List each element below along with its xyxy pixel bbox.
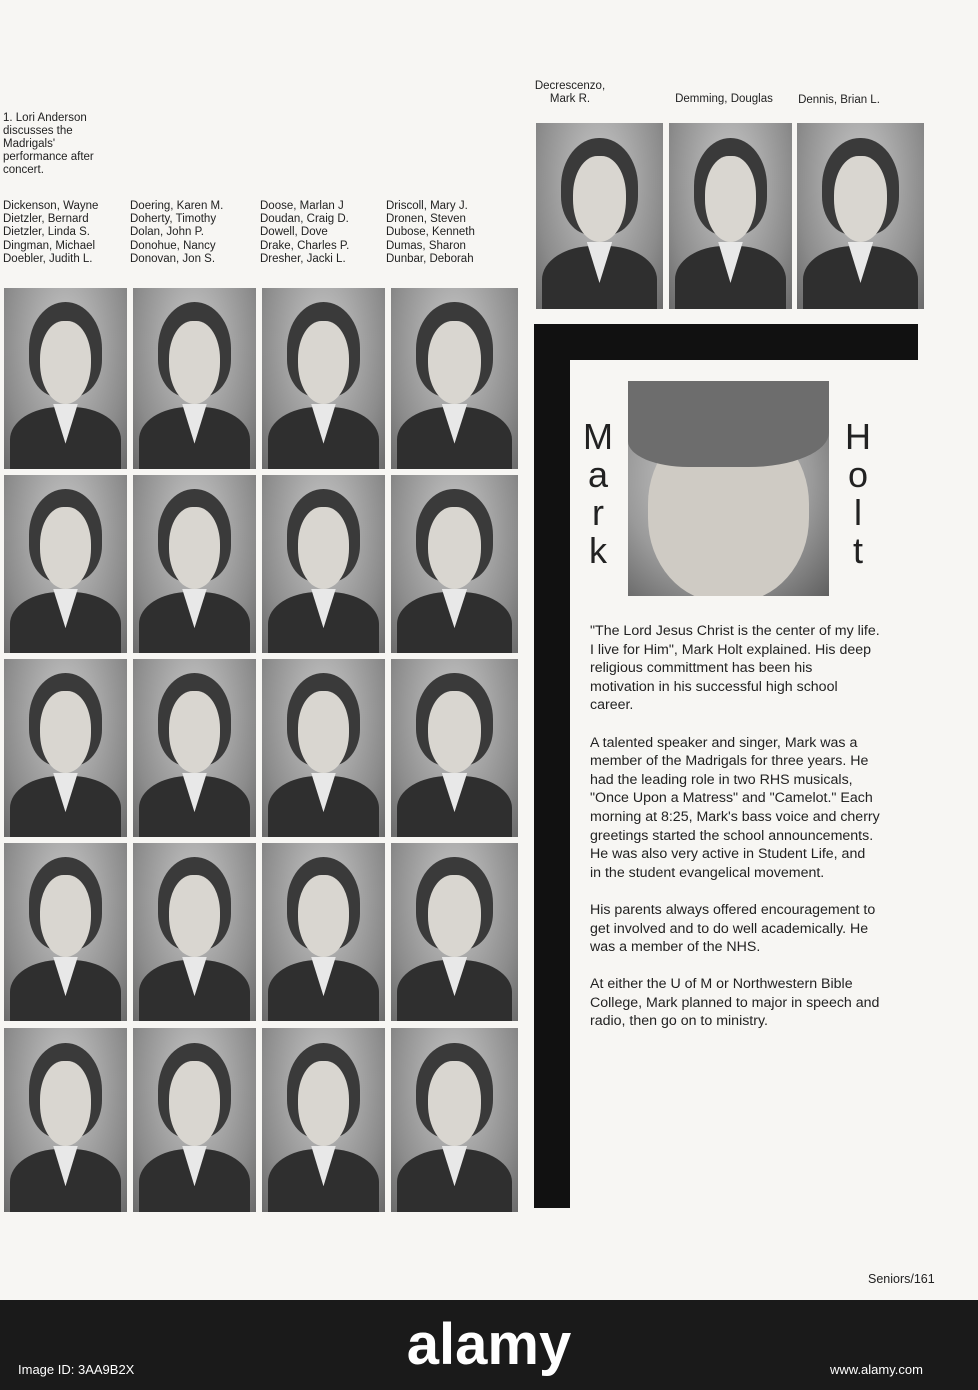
page-folio: Seniors/161 xyxy=(868,1272,935,1286)
senior-portrait xyxy=(133,1028,256,1212)
student-name: Donovan, Jon S. xyxy=(130,252,216,265)
senior-portrait xyxy=(262,475,385,653)
senior-portrait xyxy=(4,659,127,837)
footer-url: www.alamy.com xyxy=(830,1362,923,1377)
senior-portrait xyxy=(4,843,127,1021)
student-name: Doudan, Craig D. xyxy=(260,213,349,226)
senior-portrait xyxy=(391,1028,518,1212)
senior-portrait xyxy=(391,475,518,653)
student-name: Dietzler, Linda S. xyxy=(3,226,90,239)
student-name: Driscoll, Mary J. xyxy=(386,200,468,212)
name-decrescenzo: Decrescenzo, Mark R. xyxy=(534,80,606,105)
senior-portrait xyxy=(391,288,518,469)
student-name: Doose, Marlan J xyxy=(260,200,344,212)
senior-portrait xyxy=(4,1028,127,1212)
name-column-4 xyxy=(386,200,475,266)
student-name: Dubose, Kenneth xyxy=(386,226,475,239)
feature-frame-top-bar xyxy=(534,324,918,360)
senior-portrait xyxy=(536,123,663,309)
student-name: Doherty, Timothy xyxy=(130,213,217,226)
senior-portrait xyxy=(4,288,127,469)
student-name: Dunbar, Deborah xyxy=(386,252,474,265)
senior-portrait xyxy=(4,475,127,653)
bio-paragraph: A talented speaker and singer, Mark was a member of the Madrigals for three years. He had the leading role in two RHS musicals, "Once Upon a Matress" and "Camelot." Each morning at 8:25, Mark's bass voice and cherry greetings started the school announcements. He was also very active in Student Life, and in the student evangelical movement. xyxy=(590,734,880,881)
feature-first-name: M a r k xyxy=(583,416,613,571)
name-column-2 xyxy=(130,200,223,266)
senior-portrait xyxy=(797,123,924,309)
name-dennis: Dennis, Brian L. xyxy=(798,94,880,106)
student-name: Dresher, Jacki L. xyxy=(260,252,346,265)
bio-paragraph: At either the U of M or Northwestern Bible College, Mark planned to major in speech and radio, then go on to ministry. xyxy=(590,976,880,1030)
student-name: Dronen, Steven xyxy=(386,213,466,226)
senior-portrait xyxy=(262,288,385,469)
student-name: Dickenson, Wayne xyxy=(3,200,99,212)
senior-portrait xyxy=(133,843,256,1021)
senior-portrait xyxy=(262,843,385,1021)
student-name: Dietzler, Bernard xyxy=(3,213,89,226)
bio-paragraph: "The Lord Jesus Christ is the center of my life. I live for Him", Mark Holt explained. His deep religious committment has been his motivation in his successful high school career. xyxy=(590,623,880,714)
senior-portrait xyxy=(391,843,518,1021)
name-column-3 xyxy=(260,200,349,266)
feature-frame-left-bar xyxy=(534,324,570,1208)
senior-portrait xyxy=(133,659,256,837)
student-name: Drake, Charles P. xyxy=(260,239,350,252)
senior-portrait xyxy=(133,475,256,653)
student-name: Dowell, Dove xyxy=(260,226,328,239)
senior-portrait xyxy=(391,659,518,837)
name-column-1 xyxy=(3,200,98,266)
student-name: Dumas, Sharon xyxy=(386,239,466,252)
senior-portrait xyxy=(262,1028,385,1212)
student-name: Doering, Karen M. xyxy=(130,200,224,212)
bio-paragraph: His parents always offered encouragement to get involved and to do well academically. He was a member of the NHS. xyxy=(590,901,876,956)
photo-caption: 1. Lori Anderson discusses the Madrigals' performance after concert. xyxy=(3,112,94,176)
senior-portrait xyxy=(669,123,792,309)
feature-last-name: H o l t xyxy=(845,416,871,571)
feature-bio xyxy=(590,622,880,1050)
student-name: Donohue, Nancy xyxy=(130,239,216,252)
student-name: Dingman, Michael xyxy=(3,239,96,252)
feature-portrait xyxy=(628,381,829,596)
senior-portrait xyxy=(262,659,385,837)
student-name: Dolan, John P. xyxy=(130,226,204,239)
student-name: Doebler, Judith L. xyxy=(3,252,93,265)
name-demming: Demming, Douglas xyxy=(675,93,773,105)
alamy-logo: alamy xyxy=(406,1312,572,1377)
senior-portrait xyxy=(133,288,256,469)
image-id: Image ID: 3AA9B2X xyxy=(18,1362,135,1377)
